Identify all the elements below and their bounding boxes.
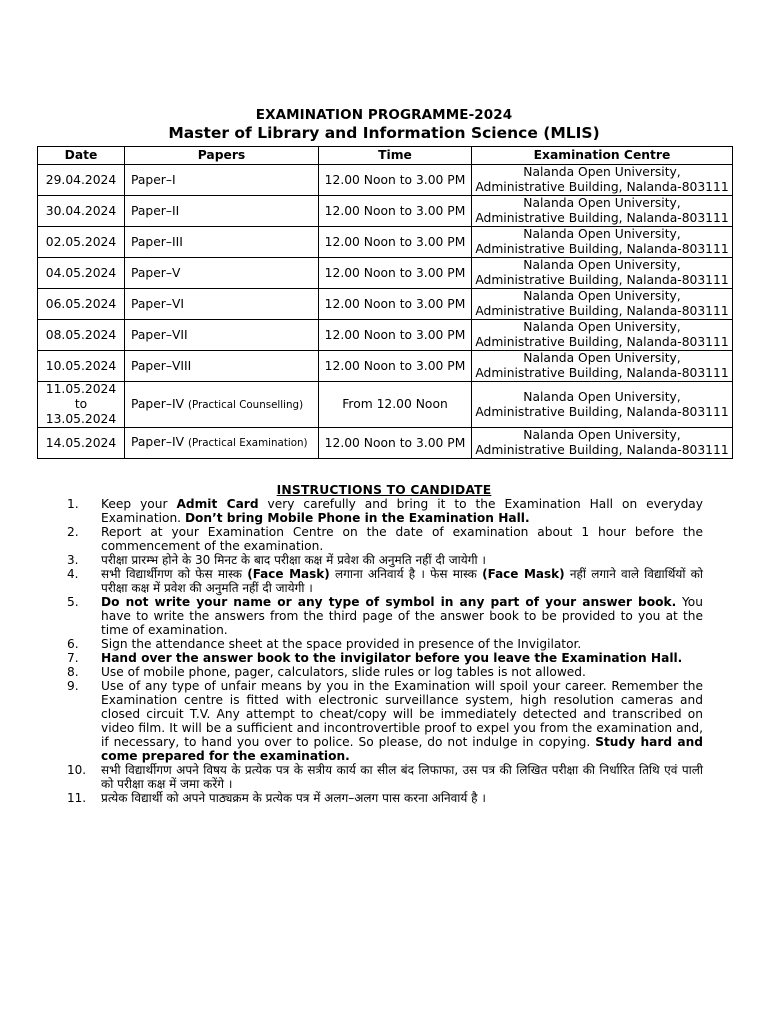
list-item: [0, 651, 768, 665]
list-item: [0, 763, 768, 791]
centre-address: Administrative Building, Nalanda-803111: [475, 443, 729, 457]
instructions-heading: INSTRUCTIONS TO CANDIDATE: [276, 483, 492, 497]
centre-name: Nalanda Open University,: [523, 320, 681, 334]
table-row: [38, 258, 733, 289]
centre-name: Nalanda Open University,: [523, 289, 681, 303]
paper-cell: [125, 320, 319, 351]
list-item: [0, 553, 768, 567]
date-cell: 02.05.2024: [38, 227, 125, 258]
item-text: Report at your Examination Centre on the date of examination about 1 hour before the commencement of the examination.: [101, 525, 703, 553]
paper-name: Paper–V: [131, 265, 181, 280]
item-number: 9.: [67, 679, 79, 693]
paper-name: Paper–VII: [131, 327, 188, 342]
item-text: Use of any type of unfair means by you in the Examination will spoil your career. Remember the Examination centre is fitted with electronic surveillance system, high resolution cameras and closed circuit T.V. Any attempt to cheat/copy will be immediately detected and transcribed on video film. It will be a sufficient and incontrovertible proof to expel you from the examination and, if necessary, to hand you over to police. So please, do not indulge in copying.: [101, 679, 703, 749]
date-cell: 29.04.2024: [38, 165, 125, 196]
centre-address: Administrative Building, Nalanda-803111: [475, 242, 729, 256]
item-number: 11.: [67, 791, 87, 805]
date-cell: 08.05.2024: [38, 320, 125, 351]
paper-name: Paper–VI: [131, 296, 185, 311]
item-emphasis: (Face Mask): [247, 567, 330, 581]
paper-name: Paper–II: [131, 203, 180, 218]
centre-address: Administrative Building, Nalanda-803111: [475, 404, 729, 419]
list-item: [0, 595, 768, 637]
paper-name: Paper–I: [131, 172, 176, 187]
table-row: [38, 165, 733, 196]
centre-address: Administrative Building, Nalanda-803111: [475, 180, 729, 194]
programme-title: EXAMINATION PROGRAMME-2024: [255, 107, 513, 123]
item-number: 10.: [67, 763, 87, 777]
date-cell: 14.05.2024: [38, 428, 125, 459]
list-item: [0, 525, 768, 553]
item-text: सभी विद्यार्थीगण अपने विषय के प्रत्येक पत्र के सत्रीय कार्य का सील बंद लिफाफा, उस पत्र की लिखित परीक्षा की निर्धारित तिथि एवं पाली को परीक्षा कक्ष में जमा करेंगे ।: [101, 763, 703, 791]
item-number: 8.: [67, 665, 79, 679]
centre-cell: [472, 196, 733, 227]
centre-address: Administrative Building, Nalanda-803111: [475, 211, 729, 225]
item-number: 5.: [67, 595, 79, 609]
table-row: [38, 320, 733, 351]
centre-cell: [472, 382, 733, 428]
column-header-time: Time: [319, 147, 472, 165]
item-emphasis: (Face Mask): [482, 567, 565, 581]
date-cell: 06.05.2024: [38, 289, 125, 320]
date-cell: 10.05.2024: [38, 351, 125, 382]
date-end: 13.05.2024: [45, 412, 117, 426]
item-emphasis: Hand over the answer book to the invigilator before you leave the Examination Hall.: [101, 651, 683, 665]
centre-cell: [472, 351, 733, 382]
list-item: [0, 567, 768, 595]
date-cell: 30.04.2024: [38, 196, 125, 227]
paper-name: Paper–IV: [131, 435, 185, 449]
centre-address: Administrative Building, Nalanda-803111: [475, 366, 729, 380]
paper-cell: [125, 227, 319, 258]
column-header-papers: Papers: [125, 147, 319, 165]
paper-cell: [125, 165, 319, 196]
list-item: [0, 679, 768, 763]
time-cell: From 12.00 Noon: [319, 382, 472, 428]
item-text: परीक्षा प्रारम्भ होने के 30 मिनट के बाद परीक्षा कक्ष में प्रवेश की अनुमति नहीं दी जायेगी ।: [101, 553, 486, 567]
list-item: [0, 791, 768, 805]
centre-cell: [472, 320, 733, 351]
centre-name: Nalanda Open University,: [523, 428, 681, 442]
table-row: [38, 289, 733, 320]
list-item: [0, 665, 768, 679]
item-text: Keep your: [101, 497, 177, 511]
date-cell: 04.05.2024: [38, 258, 125, 289]
date-to: to: [74, 397, 88, 411]
centre-name: Nalanda Open University,: [523, 196, 681, 210]
time-cell: 12.00 Noon to 3.00 PM: [319, 320, 472, 351]
centre-name: Nalanda Open University,: [523, 165, 681, 179]
table-row: [38, 227, 733, 258]
centre-name: Nalanda Open University,: [523, 389, 681, 404]
time-cell: 12.00 Noon to 3.00 PM: [319, 258, 472, 289]
item-text: You have to write the answers from the third page of the answer book to be provided to you at the time of examination.: [101, 595, 703, 637]
time-cell: 12.00 Noon to 3.00 PM: [319, 351, 472, 382]
paper-note: (Practical Examination): [187, 437, 308, 449]
item-number: 3.: [67, 553, 79, 567]
centre-cell: [472, 227, 733, 258]
centre-cell: [472, 165, 733, 196]
centre-address: Administrative Building, Nalanda-803111: [475, 273, 729, 287]
table-row: [38, 428, 733, 459]
item-text: Sign the attendance sheet at the space provided in presence of the Invigilator.: [101, 637, 582, 651]
table-row: [38, 351, 733, 382]
centre-cell: [472, 289, 733, 320]
item-text: Use of mobile phone, pager, calculators, slide rules or log tables is not allowed.: [101, 665, 586, 679]
item-number: 7.: [67, 651, 79, 665]
centre-name: Nalanda Open University,: [523, 258, 681, 272]
paper-note: (Practical Counselling): [187, 398, 304, 411]
item-emphasis: Admit Card: [176, 497, 259, 511]
time-cell: 12.00 Noon to 3.00 PM: [319, 227, 472, 258]
item-text: सभी विद्यार्थीगण को फेस मास्क: [101, 567, 248, 581]
column-header-date: Date: [38, 147, 125, 165]
paper-name: Paper–III: [131, 234, 183, 249]
paper-cell: [125, 289, 319, 320]
item-number: 6.: [67, 637, 79, 651]
table-header-row: [38, 147, 733, 165]
column-header-centre: Examination Centre: [472, 147, 733, 165]
date-start: 11.05.2024: [45, 382, 117, 396]
paper-cell: [125, 196, 319, 227]
item-text: नहीं लगाने वाले विद्यार्थियों को परीक्षा कक्ष में प्रवेश की अनुमति नहीं दी जायेगी ।: [101, 567, 703, 595]
item-text: लगाना अनिवार्य है । फेस मास्क: [329, 567, 483, 581]
centre-name: Nalanda Open University,: [523, 227, 681, 241]
item-number: 1.: [67, 497, 79, 511]
paper-cell: [125, 258, 319, 289]
table-row: [38, 382, 733, 428]
time-cell: 12.00 Noon to 3.00 PM: [319, 165, 472, 196]
time-cell: 12.00 Noon to 3.00 PM: [319, 428, 472, 459]
paper-cell: [125, 382, 319, 428]
item-emphasis: Study hard and come prepared for the examination.: [101, 735, 703, 763]
paper-cell: [125, 428, 319, 459]
item-number: 4.: [67, 567, 79, 581]
paper-name: Paper–VIII: [131, 358, 192, 373]
course-title: Master of Library and Information Science (MLIS): [168, 124, 600, 142]
item-text: प्रत्येक विद्यार्थी को अपने पाठ्यक्रम के प्रत्येक पत्र में अलग–अलग पास करना अनिवार्य है ।: [101, 791, 486, 805]
paper-name: Paper–IV: [131, 396, 185, 411]
centre-address: Administrative Building, Nalanda-803111: [475, 335, 729, 349]
centre-address: Administrative Building, Nalanda-803111: [475, 304, 729, 318]
centre-cell: [472, 428, 733, 459]
list-item: [0, 637, 768, 651]
time-cell: 12.00 Noon to 3.00 PM: [319, 289, 472, 320]
paper-cell: [125, 351, 319, 382]
instructions-list: [0, 497, 768, 805]
item-emphasis: Do not write your name or any type of symbol in any part of your answer book.: [101, 595, 677, 609]
item-number: 2.: [67, 525, 79, 539]
schedule-table: [37, 146, 733, 459]
centre-cell: [472, 258, 733, 289]
time-cell: 12.00 Noon to 3.00 PM: [319, 196, 472, 227]
table-row: [38, 196, 733, 227]
centre-name: Nalanda Open University,: [523, 351, 681, 365]
date-range-cell: [38, 382, 125, 428]
item-emphasis: Don’t bring Mobile Phone in the Examination Hall.: [184, 511, 530, 525]
item-text: very carefully and bring it to the Examination Hall on everyday Examination.: [101, 497, 703, 525]
list-item: [0, 497, 768, 525]
